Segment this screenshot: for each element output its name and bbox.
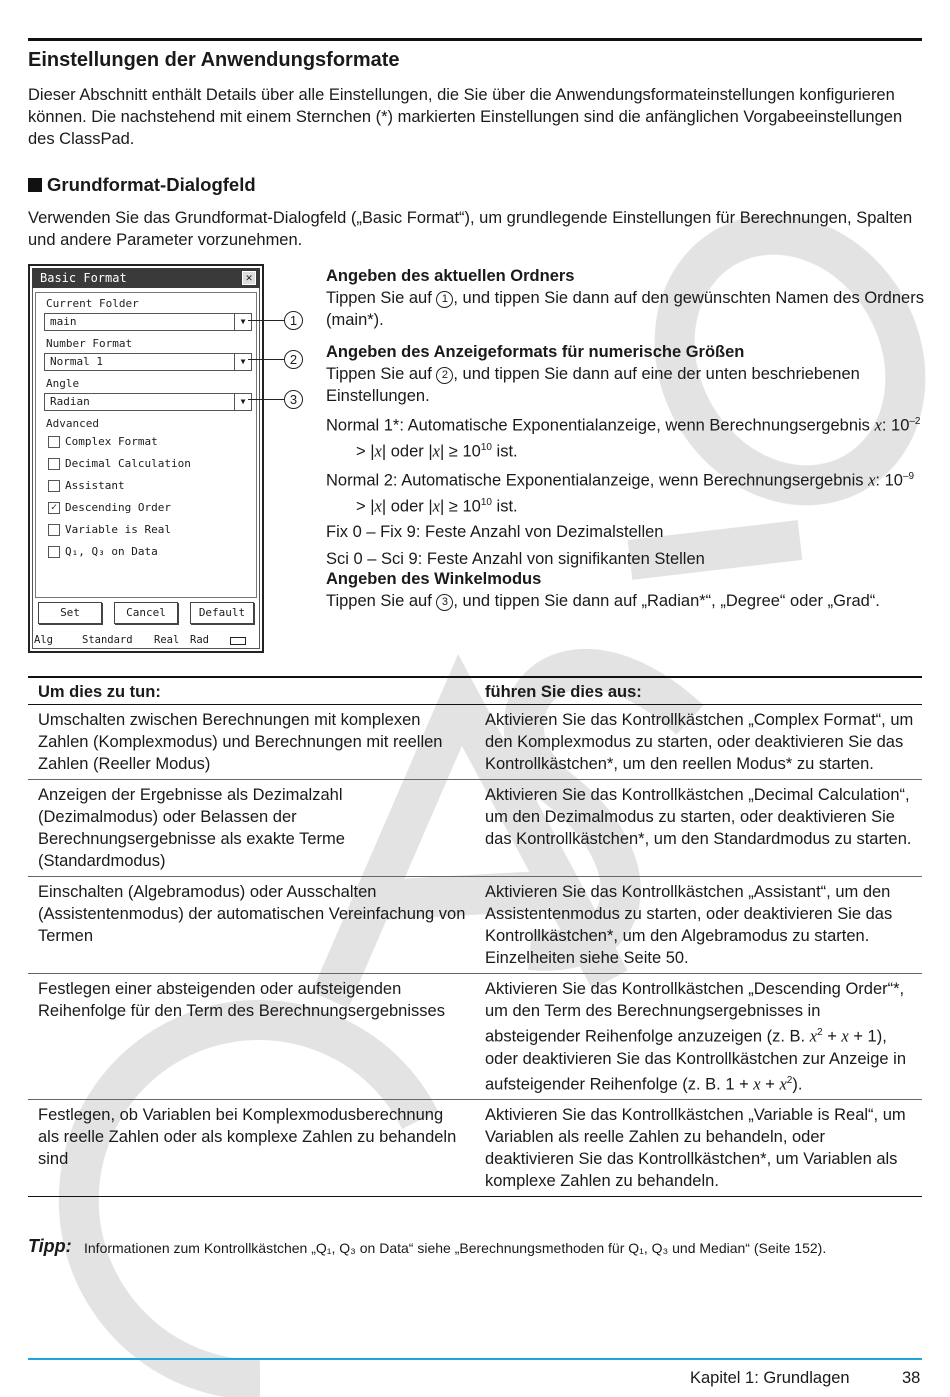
tip-box [28,1236,928,1259]
folder-text: Tippen Sie auf 1 , und tippen Sie dann auf den gewünschten Namen des Ordners (main*). [326,289,924,329]
checkmark-icon: ✓ [48,502,60,514]
status-bar: Alg Standard Real Rad [34,634,262,648]
format-section [326,341,926,570]
angle-heading: Angeben des Winkelmodus [326,570,542,588]
basic-format-dialog-screenshot [28,264,264,653]
tip-label: Tipp: [28,1236,72,1256]
q1-q3-on-data-checkbox[interactable]: Q₁, Q₃ on Data [48,545,158,558]
folder-section [326,265,926,331]
angle-section [326,568,926,612]
table-row: Festlegen, ob Variablen bei Komplexmodusberechnung als reelle Zahlen oder als komplexe Zahlen zu behandeln sind Aktivieren Sie das Kontrollkästchen „Variable is Real“, um Variablen als reelle Zahlen zu behandeln, oder deaktivieren Sie das Kontrollkästchen*, um Variablen als komplexe Zahlen zu behandeln. [28,1100,922,1197]
format-heading: Angeben des Anzeigeformats für numerische Größen [326,343,745,361]
section-heading [28,174,256,196]
section-description: Verwenden Sie das Grundformat-Dialogfeld („Basic Format“), um grundlegende Einstellungen für Berechnungen, Spalten und andere Parameter vorzunehmen. [28,209,913,249]
complex-format-checkbox[interactable]: Complex Format [48,435,158,448]
chevron-down-icon: ▼ [234,314,251,330]
section-title: Grundformat-Dialogfeld [47,174,256,195]
normal2-text: Normal 2: Automatische Exponentialanzeige, wenn Berechnungsergebnis x: $10^{-9} > |x|$ oder $|x| \ge 10^{10}$ ist. [326,470,915,515]
close-icon[interactable]: ✕ [242,271,256,285]
table-header-col2: führen Sie dies aus: [485,683,642,701]
angle-select[interactable]: Radian ▼ [44,393,252,411]
table-row: Umschalten zwischen Berechnungen mit komplexen Zahlen (Komplexmodus) und Berechnungen mit reellen Zahlen (Reeller Modus) Aktivieren Sie das Kontrollkästchen „Complex Format“, um den Komplexmodus zu starten, oder deaktivieren Sie das Kontrollkästchen*, um den reellen Modus* zu starten. [28,705,922,780]
number-format-select[interactable]: Normal 1 ▼ [44,353,252,371]
callout-line-2 [248,359,284,360]
current-folder-label: Current Folder [46,297,139,310]
page-title: Einstellungen der Anwendungsformate [28,49,400,71]
dialog-title: Basic Format ✕ [32,268,260,288]
normal1-text: Normal 1*: Automatische Exponentialanzeige, wenn Berechnungsergebnis x: $10^{-2} > |x|$ oder $|x| \ge 10^{10}$ ist. [326,415,921,460]
table-header [28,678,922,705]
callout-2: 2 [284,350,303,369]
decimal-calculation-checkbox[interactable]: Decimal Calculation [48,457,191,470]
chevron-down-icon: ▼ [234,394,251,410]
set-button[interactable]: Set [38,602,102,624]
table-header-col1: Um dies zu tun: [38,683,161,701]
descending-order-checkbox[interactable]: ✓ Descending Order [48,501,171,514]
angle-text: Tippen Sie auf 3 , und tippen Sie dann auf „Radian*“, „Degree“ oder „Grad“. [326,592,880,610]
assistant-checkbox[interactable]: Assistant [48,479,125,492]
default-button[interactable]: Default [190,602,254,624]
tip-text: Informationen zum Kontrollkästchen „Q₁, Q₃ on Data“ siehe „Berechnungsmethoden für Q₁, Q₃ und Median“ (Seite 152). [84,1240,827,1256]
square-bullet-icon [28,178,42,192]
callout-line-3 [248,399,284,400]
angle-label: Angle [46,377,80,390]
fix-text: Fix 0 – Fix 9: Feste Anzahl von Dezimalstellen [326,523,664,541]
intro-paragraph: Dieser Abschnitt enthält Details über alle Einstellungen, die Sie über die Anwendungsformateinstellungen konfigurieren können. Die nachstehend mit einem Sternchen (*) markierten Einstellungen sind die anfänglichen Vorgabeeinstellungen des ClassPad. [28,86,903,148]
folder-heading: Angeben des aktuellen Ordners [326,267,575,285]
battery-icon [230,637,246,645]
variable-is-real-checkbox[interactable]: Variable is Real [48,523,171,536]
advanced-label: Advanced [46,417,99,430]
callout-1: 1 [284,311,303,330]
format-text: Tippen Sie auf 2 , und tippen Sie dann auf eine der unten beschriebenen Einstellungen. [326,365,860,405]
page-number: 38 [902,1369,921,1387]
current-folder-select[interactable]: main ▼ [44,313,252,331]
number-format-label: Number Format [46,337,133,350]
chevron-down-icon: ▼ [234,354,251,370]
top-rule [28,38,922,41]
footer-chapter: Kapitel 1: Grundlagen [690,1369,850,1387]
table-row: Anzeigen der Ergebnisse als Dezimalzahl (Dezimalmodus) oder Belassen der Berechnungsergebnisse als exakte Terme (Standardmodus) Aktivieren Sie das Kontrollkästchen „Decimal Calculation“, um den Dezimalmodus zu starten, oder deaktivieren Sie das Kontrollkästchen*, um den Standardmodus zu starten. [28,780,922,877]
footer-rule [28,1358,922,1360]
callout-3: 3 [284,390,303,409]
dialog-panel [35,292,257,598]
sci-text: Sci 0 – Sci 9: Feste Anzahl von signifikanten Stellen [326,550,705,568]
table-row: Einschalten (Algebramodus) oder Ausschalten (Assistentenmodus) der automatischen Vereinfachung von Termen Aktivieren Sie das Kontrollkästchen „Assistant“, um den Assistentenmodus zu starten, oder deaktivieren Sie das Kontrollkästchen*, um den Algebramodus zu starten. Einzelheiten siehe Seite 50. [28,877,922,974]
table-row: Festlegen einer absteigenden oder aufsteigenden Reihenfolge für den Term des Berechnungsergebnisses Aktivieren Sie das Kontrollkästchen „Descending Order“*, um den Term des Berechnungsergebnisses in absteigender Reihenfolge anzuzeigen (z. B. $x^2 + x + 1$), oder deaktivieren Sie das Kontrollkästchen zur Anzeige in aufsteigender Reihenfolge (z. B. $1 + x + x^2$). [28,974,922,1100]
cancel-button[interactable]: Cancel [114,602,178,624]
callout-line-1 [248,320,284,321]
settings-table [28,676,922,1197]
